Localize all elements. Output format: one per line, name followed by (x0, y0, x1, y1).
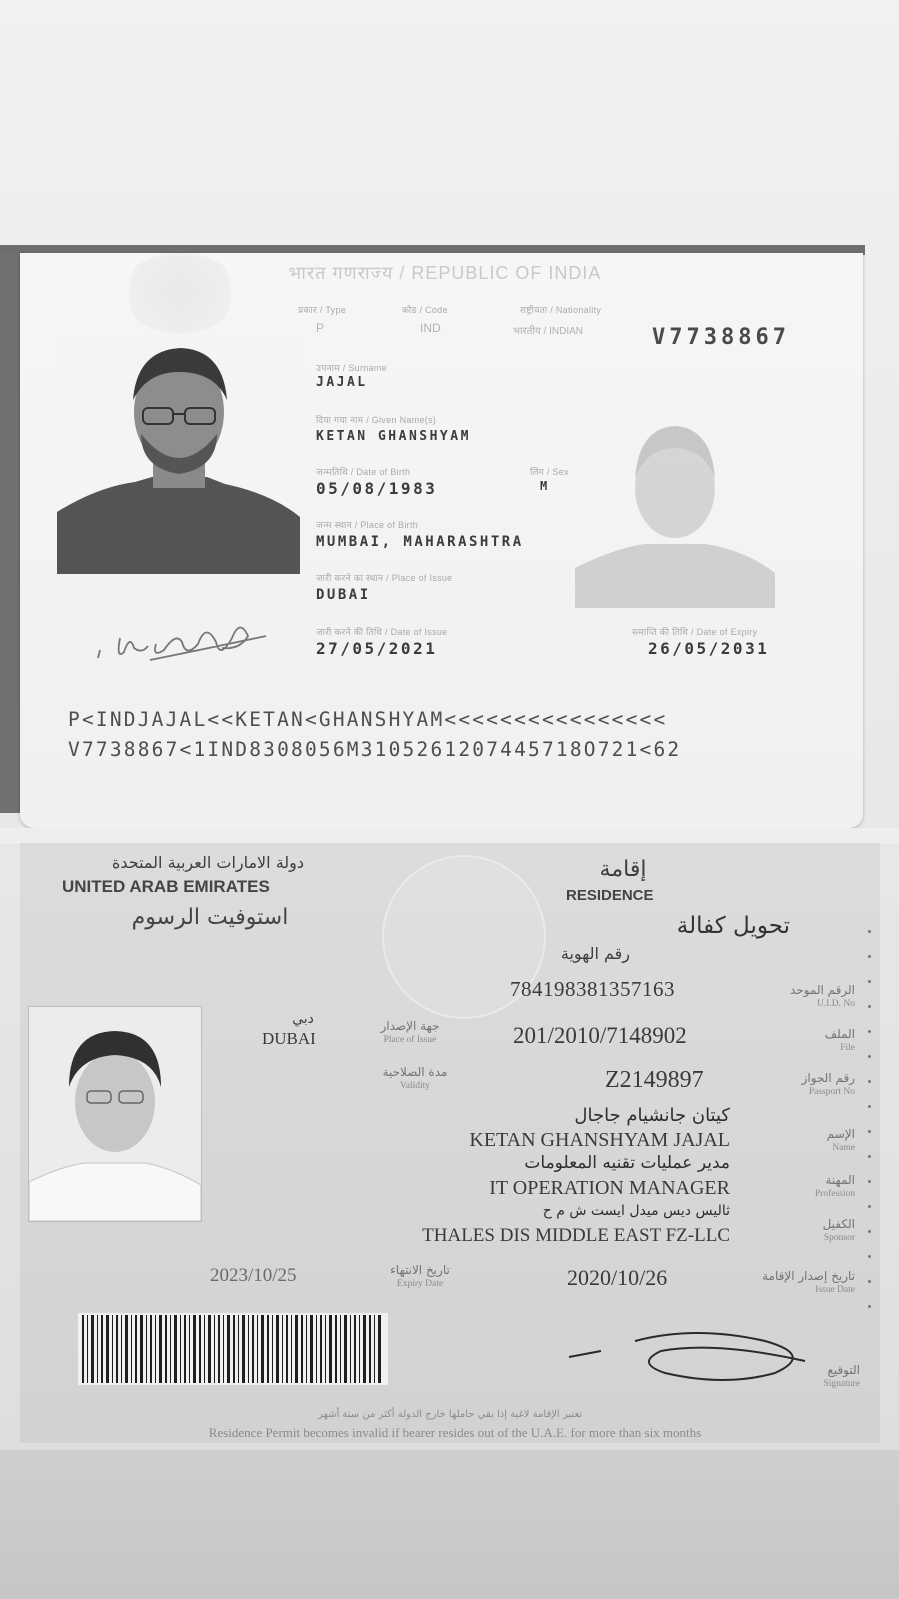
profession-label-arabic: المهنة (825, 1173, 855, 1187)
passport-label-arabic: رقم الجواز (801, 1071, 855, 1085)
permit-passport-number: Z2149897 (605, 1067, 704, 1093)
place-english: DUBAI (262, 1029, 316, 1048)
machine-readable-zone (68, 705, 681, 765)
expiry-label-english: Expiry Date (396, 1279, 444, 1289)
date-of-birth: 05/08/1983 (316, 479, 438, 498)
sex: M (540, 479, 550, 493)
issue-label-english: Issue Date (815, 1285, 855, 1295)
sponsor-label-english: Sponsor (823, 1233, 855, 1243)
permit-photo (28, 1006, 202, 1222)
passport-label-english: Passport No (808, 1087, 855, 1097)
sex-label: लिंग / Sex (530, 467, 569, 477)
file-label-arabic: الملف (824, 1027, 855, 1041)
date-of-issue: 27/05/2021 (316, 639, 438, 658)
surname-label: उपनाम / Surname (316, 363, 387, 373)
uid-label-english: U.I.D. No (817, 999, 855, 1009)
signature-label-arabic: التوقيع (827, 1363, 860, 1377)
surname: JAJAL (316, 375, 368, 390)
country-english: UNITED ARAB EMIRATES (62, 877, 270, 896)
passport-photo (57, 342, 300, 574)
sponsor-arabic: ثاليس ديس ميدل ايست ش م ح (542, 1203, 730, 1219)
residence-title-arabic: إقامة (599, 857, 647, 882)
footer-english: Residence Permit becomes invalid if bearer resides out of the U.A.E. for more than six months (208, 1425, 702, 1440)
code-label: कोड / Code (402, 305, 448, 315)
place-of-birth-label: जन्म स्थान / Place of Birth (316, 520, 419, 530)
sponsor-label-arabic: الكفيل (822, 1217, 855, 1231)
fees-paid-arabic: استوفيت الرسوم (131, 905, 289, 930)
country-code: IND (420, 321, 441, 335)
passport-left-shadow (0, 253, 22, 813)
profession-arabic: مدير عمليات تقنيه المعلومات (524, 1153, 730, 1173)
name-label-english: Name (832, 1143, 855, 1153)
id-number: 784198381357163 (510, 977, 675, 1001)
page-bottom-shadow (0, 1450, 899, 1599)
name-arabic: كيتان جانشيام جاجال (574, 1105, 730, 1126)
name-label-arabic: الإسم (826, 1127, 855, 1141)
permit-type-arabic: تحويل كفالة (676, 913, 790, 939)
date-of-expiry: 26/05/2031 (648, 639, 770, 658)
passport-type: P (316, 321, 325, 335)
date-of-expiry-label: समाप्ति की तिथि / Date of Expiry (632, 627, 758, 637)
permit-signature (565, 1321, 815, 1396)
dob-label: जन्मतिथि / Date of Birth (316, 467, 411, 477)
date-of-issue-label: जारी करने की तिथि / Date of Issue (316, 627, 448, 637)
issue-label-arabic: تاريخ إصدار الإقامة (762, 1269, 855, 1283)
residence-permit (20, 843, 880, 1443)
file-number: 201/2010/7148902 (513, 1023, 687, 1048)
profession-label-english: Profession (814, 1189, 855, 1199)
holder-signature (90, 608, 270, 673)
expiry-date: 2023/10/25 (210, 1265, 297, 1286)
place-label-arabic: جهة الإصدار (380, 1019, 440, 1033)
footer-arabic: تعتبر الإقامة لاغية إذا بقي حاملها خارج الدولة أكثر من ستة أشهر (317, 1409, 583, 1420)
page-gap (0, 828, 899, 844)
mrz-line-1: P<INDJAJAL<<KETAN<GHANSHYAM<<<<<<<<<<<<<<<< (68, 708, 668, 731)
passport-data-page (20, 253, 863, 828)
id-number-label: رقم الهوية (560, 944, 630, 963)
country-arabic: دولة الامارات العربية المتحدة (111, 853, 305, 872)
type-label: प्रकार / Type (298, 305, 347, 315)
ghost-image (575, 408, 775, 608)
sponsor-english: THALES DIS MIDDLE EAST FZ-LLC (422, 1225, 730, 1246)
profession-english: IT OPERATION MANAGER (489, 1177, 730, 1199)
given-name: KETAN GHANSHYAM (316, 429, 471, 444)
mrz-line-2: V7738867<1IND8308056M3105261207445718O721<62 (68, 738, 682, 761)
uid-label-arabic: الرقم الموحد (790, 983, 855, 997)
place-of-birth: MUMBAI, MAHARASHTRA (316, 534, 524, 550)
barcode (78, 1313, 388, 1385)
place-label-english: Place of Issue (383, 1035, 437, 1045)
signature-label-english: Signature (823, 1379, 860, 1389)
validity-label-arabic: مدة الصلاحية (382, 1065, 448, 1079)
file-label-english: File (840, 1043, 855, 1053)
nationality: भारतीय / INDIAN (513, 326, 584, 337)
passport-header: भारत गणराज्य / REPUBLIC OF INDIA (288, 263, 602, 283)
name-english: KETAN GHANSHYAM JAJAL (469, 1129, 730, 1151)
place-of-issue: DUBAI (316, 587, 371, 603)
margin-dots (868, 930, 871, 1330)
issue-date: 2020/10/26 (567, 1265, 668, 1290)
expiry-label-arabic: تاريخ الانتهاء (390, 1263, 450, 1277)
passport-number: V7738867 (652, 325, 790, 350)
nationality-label: राष्ट्रीयता / Nationality (520, 305, 602, 315)
residence-title-english: RESIDENCE (566, 887, 654, 904)
validity-label-english: Validity (399, 1081, 431, 1091)
given-name-label: दिया गया नाम / Given Name(s) (316, 415, 437, 425)
place-of-issue-label: जारी करने का स्थान / Place of Issue (316, 573, 453, 583)
place-arabic: دبي (292, 1011, 314, 1027)
